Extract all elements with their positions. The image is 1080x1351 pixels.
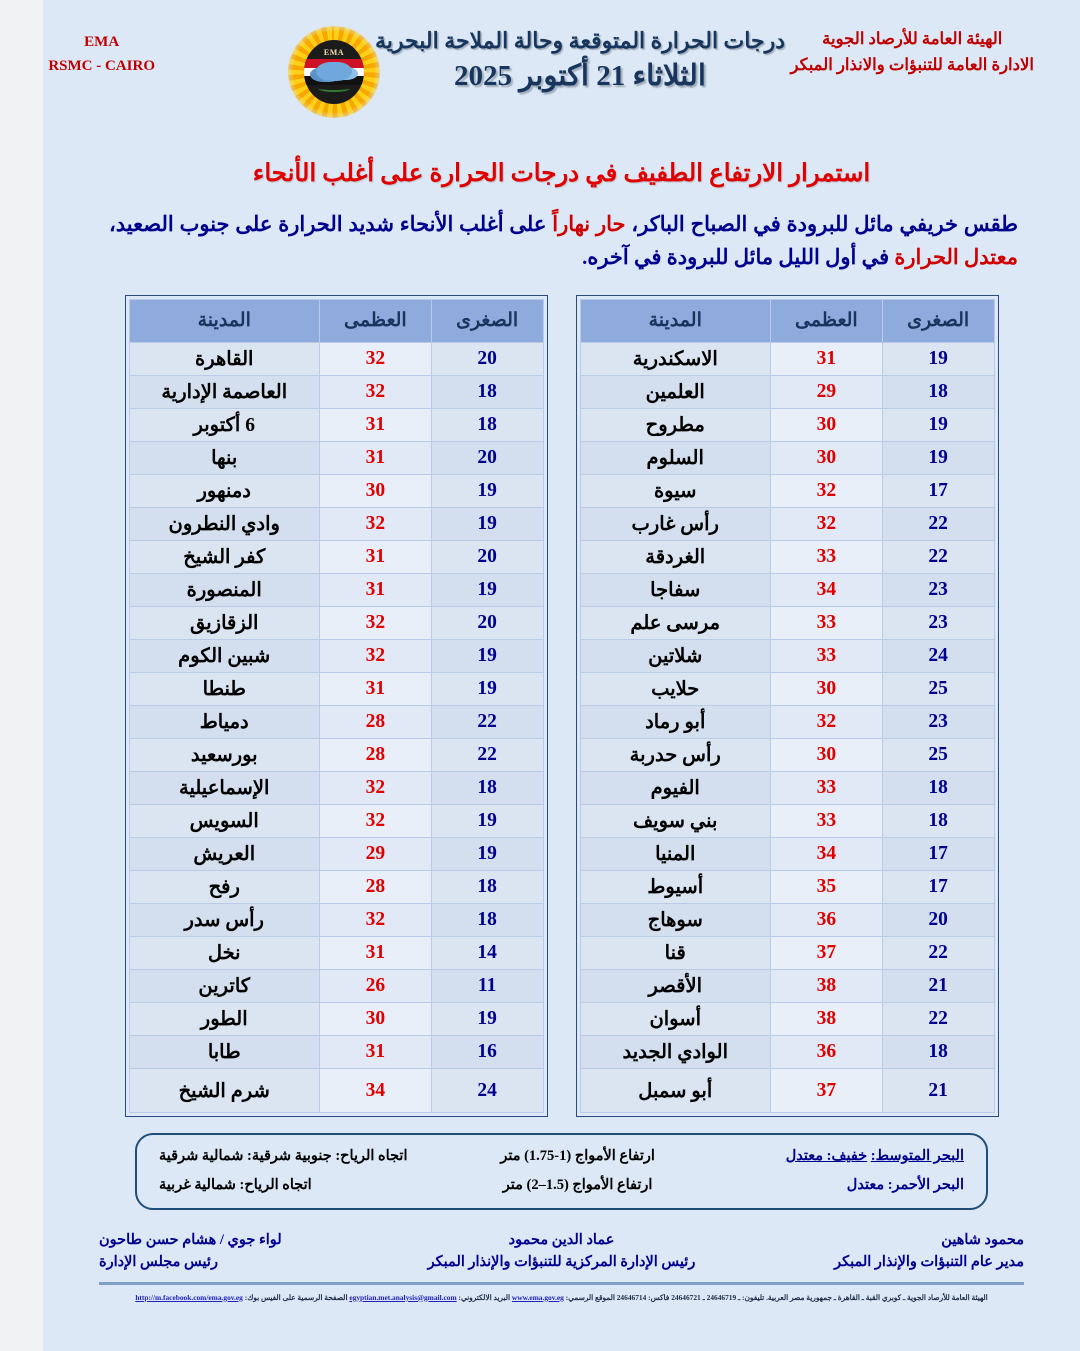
table-row (580, 475, 994, 508)
temperature-table-right (129, 299, 544, 1113)
table-row (580, 937, 994, 970)
cell-min-temp: 18 (882, 376, 994, 409)
cell-city-name: سوهاج (580, 904, 770, 937)
cell-city-name: وادي النطرون (129, 508, 319, 541)
signature-right-name: محمود شاهين (941, 1232, 1024, 1249)
cell-max-temp: 32 (319, 904, 431, 937)
forecast-page (43, 0, 1080, 1351)
mediterranean-wind-direction: اتجاه الرياح: جنوبية شرقية: شمالية شرقية (159, 1148, 408, 1165)
table-row (580, 739, 994, 772)
table-row (580, 640, 994, 673)
table-row (129, 574, 543, 607)
cell-city-name: كاترين (129, 970, 319, 1003)
cell-max-temp: 31 (319, 574, 431, 607)
table-row (580, 1069, 994, 1113)
redsea-state: معتدل (846, 1177, 885, 1194)
table-row (580, 409, 994, 442)
summary-part-4-highlight: معتدل الحرارة (894, 244, 1018, 269)
table-row (580, 1003, 994, 1036)
cell-city-name: القاهرة (129, 343, 319, 376)
cell-city-name: كفر الشيخ (129, 541, 319, 574)
column-header-city: المدينة (129, 300, 319, 343)
table-row (129, 409, 543, 442)
cell-max-temp: 31 (319, 409, 431, 442)
cell-city-name: بني سويف (580, 805, 770, 838)
cell-max-temp: 32 (319, 607, 431, 640)
table-row (129, 805, 543, 838)
cell-min-temp: 17 (882, 475, 994, 508)
cell-city-name: رأس حدربة (580, 739, 770, 772)
table-row (129, 607, 543, 640)
document-title: درجات الحرارة المتوقعة وحالة الملاحة البحرية (374, 28, 785, 53)
cell-min-temp: 19 (882, 442, 994, 475)
table-header-row (580, 300, 994, 343)
cell-min-temp: 25 (882, 673, 994, 706)
summary-part-5: في أول الليل مائل للبرودة في آخره. (582, 244, 895, 269)
table-body-right (129, 343, 543, 1113)
column-header-max: العظمى (770, 300, 882, 343)
table-row (580, 508, 994, 541)
ema-logo (288, 26, 380, 118)
cell-max-temp: 29 (319, 838, 431, 871)
cell-min-temp: 19 (431, 838, 543, 871)
rsmc-cairo-label: RSMC - CAIRO (48, 58, 155, 74)
cell-max-temp: 32 (319, 508, 431, 541)
ema-code-block (48, 30, 155, 78)
temperature-table-right-wrapper (125, 295, 548, 1117)
cell-min-temp: 24 (882, 640, 994, 673)
cell-min-temp: 18 (882, 1036, 994, 1069)
cell-max-temp: 33 (770, 541, 882, 574)
cell-min-temp: 18 (882, 805, 994, 838)
cloud-icon (316, 62, 352, 81)
cell-city-name: الإسماعيلية (129, 772, 319, 805)
table-row (580, 574, 994, 607)
cell-min-temp: 19 (431, 640, 543, 673)
cell-city-name: رفح (129, 871, 319, 904)
table-header-row (129, 300, 543, 343)
footer-address: الهيئة العامة للأرصاد الجوية ـ كوبري القبة ـ القاهرة ـ جمهورية مصر العربية. تليفون: ـ 24646719 ـ 24646721 فاكس: 24646714 الموقع الرسمي: (565, 1292, 988, 1302)
redsea-sea-state (723, 1177, 965, 1194)
cell-min-temp: 23 (882, 574, 994, 607)
signature-left (99, 1230, 407, 1274)
temperature-table-left-wrapper (576, 295, 999, 1117)
cell-min-temp: 17 (882, 838, 994, 871)
table-row (580, 805, 994, 838)
cell-city-name: سفاجا (580, 574, 770, 607)
cell-max-temp: 32 (319, 772, 431, 805)
cell-max-temp: 38 (770, 1003, 882, 1036)
table-row (580, 343, 994, 376)
cell-max-temp: 32 (770, 475, 882, 508)
cell-max-temp: 32 (770, 508, 882, 541)
cell-max-temp: 31 (319, 673, 431, 706)
cell-city-name: طابا (129, 1036, 319, 1069)
cell-max-temp: 30 (770, 739, 882, 772)
cell-max-temp: 35 (770, 871, 882, 904)
column-header-max: العظمى (319, 300, 431, 343)
cell-min-temp: 24 (431, 1069, 543, 1113)
cell-min-temp: 21 (882, 1069, 994, 1113)
table-row (129, 706, 543, 739)
summary-part-1: طقس خريفي مائل للبرودة في الصباح الباكر، (625, 212, 1019, 236)
cell-max-temp: 32 (319, 343, 431, 376)
cell-min-temp: 20 (431, 541, 543, 574)
organization-block (790, 26, 1034, 77)
cell-max-temp: 32 (319, 640, 431, 673)
cell-min-temp: 18 (431, 772, 543, 805)
table-row (580, 673, 994, 706)
table-row (580, 1036, 994, 1069)
cell-max-temp: 29 (770, 376, 882, 409)
cell-city-name: السلوم (580, 442, 770, 475)
cell-max-temp: 33 (770, 607, 882, 640)
cell-min-temp: 17 (882, 871, 994, 904)
cell-min-temp: 18 (431, 904, 543, 937)
table-row (580, 541, 994, 574)
cell-min-temp: 22 (431, 739, 543, 772)
cell-max-temp: 28 (319, 706, 431, 739)
cell-min-temp: 19 (431, 805, 543, 838)
footer-email-label: البريد الالكتروني: (458, 1292, 511, 1302)
ema-abbreviation: EMA (84, 34, 120, 50)
mediterranean-sea-state (723, 1148, 965, 1165)
cell-max-temp: 32 (319, 376, 431, 409)
cell-min-temp: 19 (882, 409, 994, 442)
cell-min-temp: 19 (431, 1003, 543, 1036)
cell-city-name: دمياط (129, 706, 319, 739)
cell-city-name: العلمين (580, 376, 770, 409)
cell-city-name: الاسكندرية (580, 343, 770, 376)
cell-min-temp: 18 (431, 871, 543, 904)
cell-min-temp: 22 (882, 1003, 994, 1036)
table-row (129, 772, 543, 805)
cell-min-temp: 19 (882, 343, 994, 376)
table-row (129, 1069, 543, 1113)
table-row (580, 904, 994, 937)
cell-max-temp: 30 (319, 475, 431, 508)
signature-left-title: رئيس مجلس الإدارة (99, 1253, 218, 1270)
cell-city-name: العريش (129, 838, 319, 871)
cell-min-temp: 21 (882, 970, 994, 1003)
summary-part-3: على أغلب الأنحاء شديد الحرارة على جنوب الصعيد، (109, 212, 553, 236)
cell-city-name: نخل (129, 937, 319, 970)
signature-center-name: عماد الدين محمود (508, 1232, 615, 1249)
signature-center (407, 1230, 715, 1274)
cell-min-temp: 19 (431, 574, 543, 607)
cell-max-temp: 31 (319, 442, 431, 475)
cell-city-name: أبو رماد (580, 706, 770, 739)
signature-right-title: مدير عام التنبؤات والإنذار المبكر (834, 1253, 1024, 1270)
cell-min-temp: 20 (431, 442, 543, 475)
table-row (580, 772, 994, 805)
table-row (129, 442, 543, 475)
cell-max-temp: 34 (319, 1069, 431, 1113)
cell-max-temp: 28 (319, 871, 431, 904)
cell-city-name: الأقصر (580, 970, 770, 1003)
summary-part-2-highlight: حار نهاراً (552, 212, 626, 236)
table-row (129, 838, 543, 871)
table-row (580, 838, 994, 871)
mediterranean-label: البحر المتوسط: (870, 1148, 964, 1165)
cell-max-temp: 32 (770, 706, 882, 739)
cell-min-temp: 14 (431, 937, 543, 970)
page-headline: استمرار الارتفاع الطفيف في درجات الحرارة على أغلب الأنحاء (252, 160, 871, 187)
cell-city-name: المنصورة (129, 574, 319, 607)
cell-max-temp: 30 (770, 442, 882, 475)
table-row (580, 607, 994, 640)
cell-max-temp: 33 (770, 772, 882, 805)
document-date: الثلاثاء 21 أكتوبر 2025 (454, 60, 706, 92)
cell-city-name: الفيوم (580, 772, 770, 805)
column-header-min: الصغرى (431, 300, 543, 343)
footer-facebook-link[interactable]: http://m.facebook.com/ema.gov.eg (135, 1292, 243, 1302)
cell-min-temp: 20 (882, 904, 994, 937)
signature-block (99, 1230, 1024, 1274)
cell-city-name: طنطا (129, 673, 319, 706)
table-row (129, 475, 543, 508)
cell-city-name: أبو سمبل (580, 1069, 770, 1113)
table-row (129, 640, 543, 673)
cell-min-temp: 23 (882, 706, 994, 739)
cell-city-name: السويس (129, 805, 319, 838)
cell-min-temp: 23 (882, 607, 994, 640)
table-row (129, 937, 543, 970)
table-row (580, 376, 994, 409)
cell-max-temp: 38 (770, 970, 882, 1003)
cell-city-name: شرم الشيخ (129, 1069, 319, 1113)
temperature-tables (43, 295, 1080, 1117)
cell-city-name: الزقازيق (129, 607, 319, 640)
cell-city-name: الوادي الجديد (580, 1036, 770, 1069)
cell-max-temp: 36 (770, 1036, 882, 1069)
footer-divider (99, 1282, 1024, 1285)
cell-max-temp: 26 (319, 970, 431, 1003)
cell-max-temp: 32 (319, 805, 431, 838)
cell-city-name: العاصمة الإدارية (129, 376, 319, 409)
footer-email-link[interactable]: egyptian.met.analysis@gmail.com (349, 1292, 457, 1302)
column-header-min: الصغرى (882, 300, 994, 343)
cell-max-temp: 31 (319, 541, 431, 574)
org-name-line1: الهيئة العامة للأرصاد الجوية (822, 29, 1003, 48)
cell-city-name: أسوان (580, 1003, 770, 1036)
cell-city-name: حلايب (580, 673, 770, 706)
cell-city-name: الطور (129, 1003, 319, 1036)
table-row (129, 541, 543, 574)
redsea-label: البحر الأحمر: (887, 1177, 964, 1194)
weather-summary (109, 208, 1018, 273)
cell-max-temp: 28 (319, 739, 431, 772)
signature-right (716, 1230, 1024, 1274)
cell-max-temp: 30 (770, 409, 882, 442)
logo-emblem (304, 40, 364, 104)
table-row (580, 970, 994, 1003)
cell-max-temp: 31 (319, 1036, 431, 1069)
table-row (129, 970, 543, 1003)
cell-city-name: دمنهور (129, 475, 319, 508)
table-row (129, 508, 543, 541)
column-header-city: المدينة (580, 300, 770, 343)
table-row (129, 904, 543, 937)
document-title-block (370, 28, 790, 93)
table-row (129, 739, 543, 772)
cell-min-temp: 22 (882, 541, 994, 574)
footer-facebook-label: الصفحة الرسمية على الفيس بوك: (244, 1292, 348, 1302)
table-row (129, 1003, 543, 1036)
cell-city-name: أسيوط (580, 871, 770, 904)
cell-city-name: مطروح (580, 409, 770, 442)
redsea-wind-direction: اتجاه الرياح: شمالية غربية (159, 1177, 312, 1194)
cell-min-temp: 19 (431, 508, 543, 541)
cell-city-name: بورسعيد (129, 739, 319, 772)
table-row (580, 706, 994, 739)
cell-city-name: قنا (580, 937, 770, 970)
table-row (129, 673, 543, 706)
cell-max-temp: 31 (770, 343, 882, 376)
cell-max-temp: 34 (770, 838, 882, 871)
cell-city-name: المنيا (580, 838, 770, 871)
cell-min-temp: 22 (882, 937, 994, 970)
cell-max-temp: 30 (770, 673, 882, 706)
cell-min-temp: 22 (882, 508, 994, 541)
table-row (129, 343, 543, 376)
cell-city-name: رأس غارب (580, 508, 770, 541)
table-row (580, 442, 994, 475)
marine-row-mediterranean (159, 1148, 964, 1165)
table-row (129, 871, 543, 904)
logo-text: EMA (323, 48, 345, 57)
footer-website-link[interactable]: www.ema.gov.eg (511, 1292, 564, 1302)
cell-min-temp: 19 (431, 475, 543, 508)
cell-city-name: 6 أكتوبر (129, 409, 319, 442)
temperature-table-left (580, 299, 995, 1113)
cell-max-temp: 34 (770, 574, 882, 607)
cell-min-temp: 25 (882, 739, 994, 772)
cell-city-name: رأس سدر (129, 904, 319, 937)
cell-max-temp: 37 (770, 1069, 882, 1113)
cell-max-temp: 33 (770, 805, 882, 838)
cell-city-name: الغردقة (580, 541, 770, 574)
cell-min-temp: 20 (431, 343, 543, 376)
cell-max-temp: 33 (770, 640, 882, 673)
marine-row-redsea (159, 1177, 964, 1194)
cell-min-temp: 18 (882, 772, 994, 805)
org-name-line2: الادارة العامة للتنبؤات والانذار المبكر (790, 54, 1034, 74)
cell-city-name: بنها (129, 442, 319, 475)
cell-city-name: شبين الكوم (129, 640, 319, 673)
table-row (129, 1036, 543, 1069)
mediterranean-wave-height: ارتفاع الأمواج (1-1.75) متر (500, 1148, 655, 1165)
mediterranean-state: خفيف: معتدل (785, 1148, 868, 1165)
signature-left-name: لواء جوي / هشام حسن طاحون (99, 1232, 282, 1249)
marine-conditions-box (135, 1133, 988, 1210)
cell-max-temp: 31 (319, 937, 431, 970)
cell-min-temp: 19 (431, 673, 543, 706)
table-row (129, 376, 543, 409)
cell-min-temp: 16 (431, 1036, 543, 1069)
cell-max-temp: 37 (770, 937, 882, 970)
table-body-left (580, 343, 994, 1113)
cell-max-temp: 30 (319, 1003, 431, 1036)
page-header (43, 0, 1080, 140)
cell-min-temp: 18 (431, 376, 543, 409)
cell-min-temp: 20 (431, 607, 543, 640)
cell-min-temp: 11 (431, 970, 543, 1003)
redsea-wave-height: ارتفاع الأمواج (1.5–2) متر (502, 1177, 653, 1194)
cell-max-temp: 36 (770, 904, 882, 937)
table-row (580, 871, 994, 904)
cell-city-name: مرسى علم (580, 607, 770, 640)
footer-contact-info (103, 1293, 1020, 1302)
cell-min-temp: 18 (431, 409, 543, 442)
wave-icon (318, 85, 350, 92)
cell-city-name: شلاتين (580, 640, 770, 673)
signature-center-title: رئيس الإدارة المركزية للتنبؤات والإنذار المبكر (427, 1253, 696, 1270)
cell-city-name: سيوة (580, 475, 770, 508)
cell-min-temp: 22 (431, 706, 543, 739)
